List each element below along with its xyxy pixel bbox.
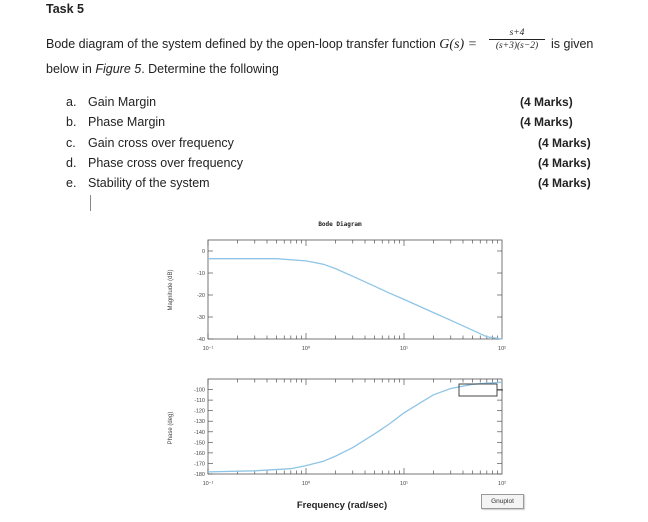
- question-letter: d.: [66, 155, 77, 170]
- y-tick-label: -150: [193, 440, 205, 447]
- y-tick-label: -100: [193, 387, 205, 394]
- tf-denominator: (s+3)(s−2): [495, 41, 539, 51]
- marks-label: (4 Marks): [520, 95, 573, 109]
- marks-label: (4 Marks): [538, 176, 591, 191]
- gnuplot-button[interactable]: Gnuplot: [481, 494, 524, 509]
- intro-suffix: is given: [551, 37, 594, 51]
- tf-numerator: s+4: [489, 28, 545, 40]
- question-text: Stability of the system: [88, 176, 210, 191]
- y-axis-label: Phase (deg): [168, 411, 174, 445]
- marks-label: (4 Marks): [538, 135, 591, 150]
- question-text: Phase cross over frequency: [88, 155, 243, 170]
- x-tick-label: 10²: [498, 346, 506, 352]
- response-curve: [208, 382, 502, 472]
- intro-line2-suffix: . Determine the following: [141, 62, 279, 76]
- intro-line2-prefix: below in: [46, 62, 96, 76]
- x-tick-label: 10¹: [400, 346, 408, 352]
- task-title: Task 5: [46, 2, 84, 16]
- y-tick-label: -10: [197, 271, 205, 277]
- question-text: Phase Margin: [88, 115, 166, 130]
- y-tick-label: 0: [201, 249, 205, 255]
- question-letter: b.: [66, 115, 77, 130]
- question-text: Gain Margin: [88, 95, 157, 109]
- x-tick-label: 10⁰: [301, 481, 311, 487]
- question-letter: e.: [66, 176, 77, 191]
- y-tick-label: -20: [197, 293, 205, 299]
- y-tick-label: -180: [193, 472, 205, 478]
- response-curve: [208, 259, 502, 339]
- x-tick-label: 10²: [498, 481, 506, 487]
- transfer-function-symbol: G(s) =: [439, 37, 478, 52]
- marks-label: (4 Marks): [538, 155, 591, 170]
- y-tick-label: -40: [197, 337, 205, 343]
- intro-prefix: Bode diagram of the system defined by the open-loop transfer function: [46, 37, 440, 51]
- marks-label: (4 Marks): [520, 115, 573, 130]
- figure-reference: Figure 5: [95, 62, 142, 76]
- x-tick-label: 10⁰: [301, 346, 311, 352]
- question-letter: c.: [66, 135, 76, 150]
- question-text: Gain cross over frequency: [88, 135, 234, 150]
- x-tick-label: 10⁻¹: [202, 481, 214, 487]
- y-tick-label: -140: [193, 429, 205, 436]
- plot-frame: [208, 379, 502, 474]
- question-letter: a.: [66, 95, 77, 109]
- y-tick-label: -160: [193, 450, 205, 457]
- x-tick-label: 10¹: [400, 481, 408, 487]
- frequency-axis-label: Frequency (rad/sec): [296, 500, 388, 511]
- y-tick-label: -130: [193, 419, 205, 426]
- y-axis-label: Magnitude (dB): [168, 269, 174, 311]
- y-tick-label: -120: [193, 408, 205, 415]
- y-tick-label: -110: [194, 398, 205, 405]
- bode-title: Bode Diagram: [318, 221, 362, 228]
- y-tick-label: -170: [193, 461, 205, 468]
- y-tick-label: -30: [197, 315, 205, 321]
- x-tick-label: 10⁻¹: [202, 346, 214, 352]
